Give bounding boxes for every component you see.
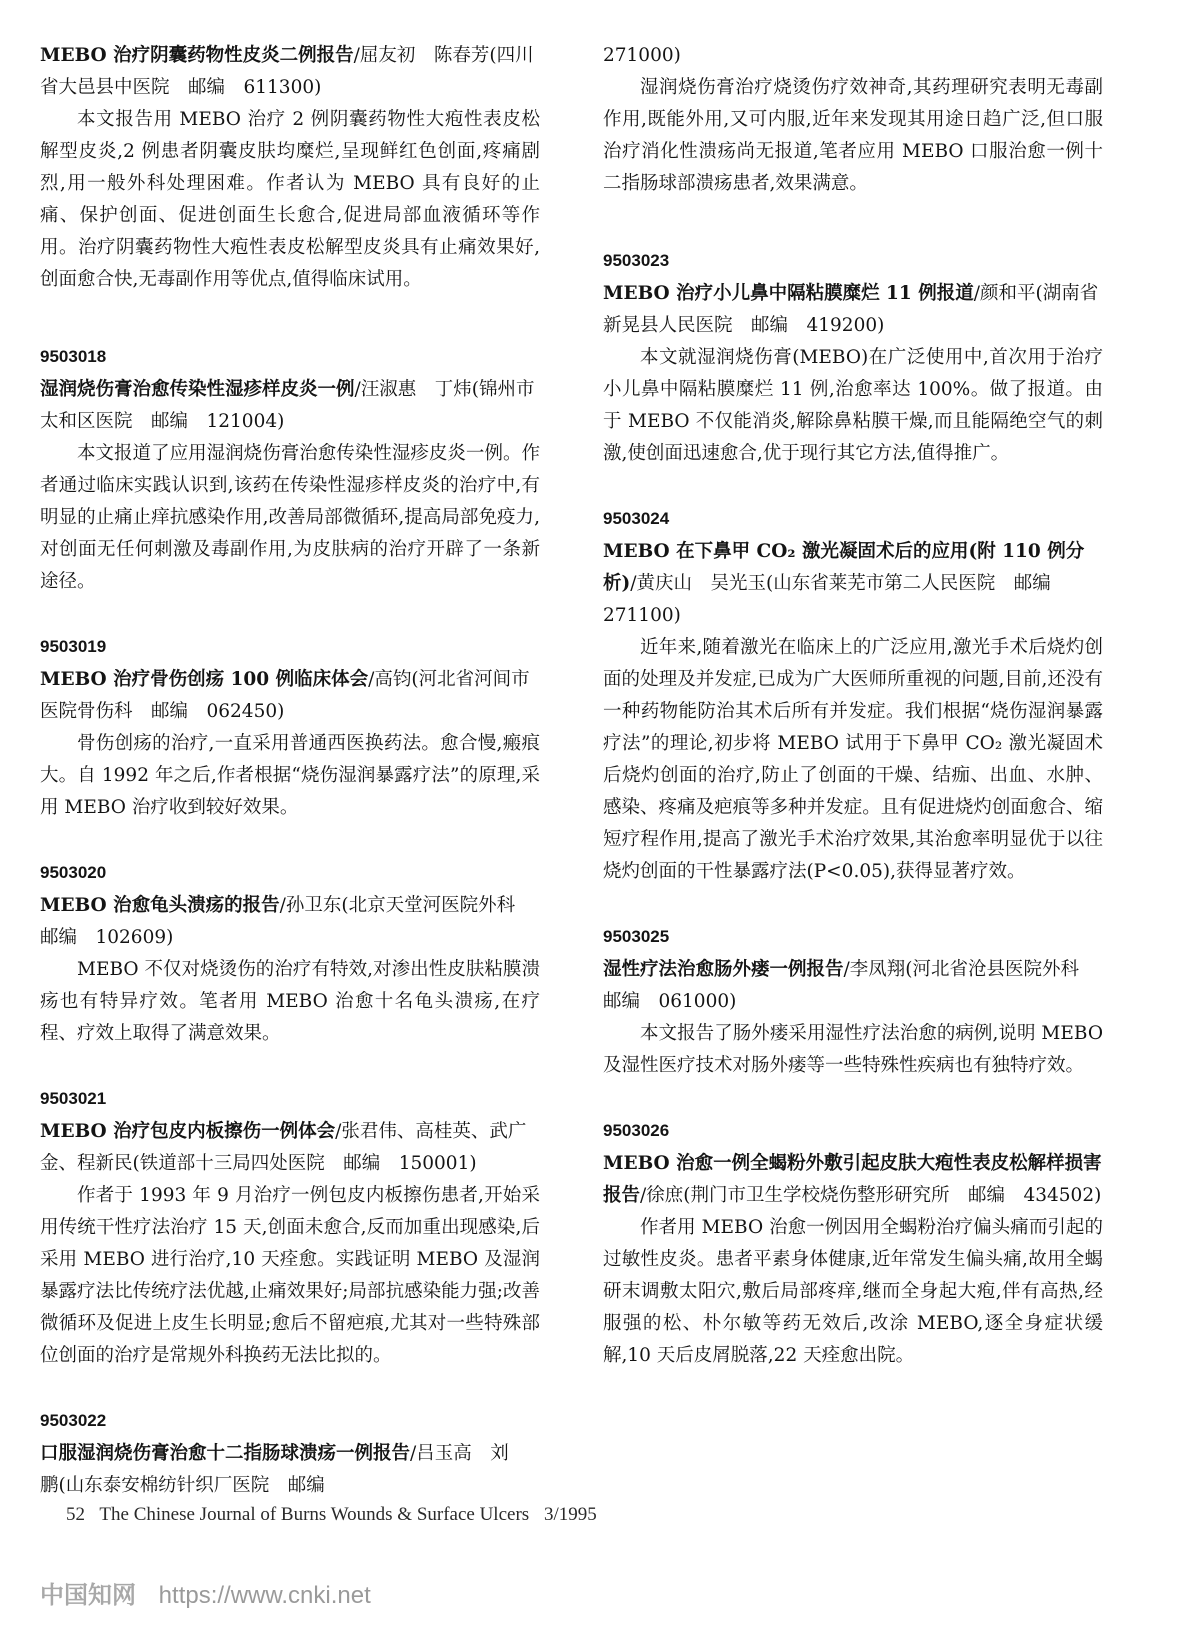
- page-footer: [66, 1504, 607, 1526]
- abstract-entry: [40, 1410, 540, 1502]
- entry-title: MEBO 治疗小儿鼻中隔粘膜糜烂 11 例报道: [603, 283, 974, 304]
- entry-heading: [603, 536, 1103, 632]
- entry-title: MEBO 治疗包皮内板擦伤一例体会: [40, 1121, 336, 1142]
- abstract-entry: [40, 1088, 540, 1372]
- entry-abstract: 本文报告用 MEBO 治疗 2 例阴囊药物性大疱性表皮松解型皮炎,2 例患者阴囊皮肤均糜烂,呈现鲜红色创面,疼痛剧烈,用一般外科处理困难。作者认为 MEBO 具有良好的止痛、保护创面、促进创面生长愈合,促进局部血液循环等作用。治疗阴囊药物性大疱性表皮松解型皮炎具有止痛效果好,创面愈合快,无毒副作用等优点,值得临床试用。: [40, 109, 540, 290]
- entry-id: 9503024: [603, 509, 670, 528]
- entry-authors: /孙卫东(北京天堂河医院外科 邮编 102609): [40, 895, 534, 948]
- entry-abstract: MEBO 不仅对烧烫伤的治疗有特效,对渗出性皮肤粘膜溃疡也有特异疗效。笔者用 MEBO 治愈十名龟头溃疡,在疗程、疗效上取得了满意效果。: [40, 959, 540, 1044]
- entry-authors: /颜和平(湖南省新晃县人民医院 邮编 419200): [603, 283, 1099, 336]
- entry-id: 9503025: [603, 927, 670, 946]
- entry-title: MEBO 在下鼻甲 CO₂ 激光凝固术后的应用(附 110 例分析): [603, 541, 1085, 594]
- entry-abstract: 骨伤创疡的治疗,一直采用普通西医换药法。愈合慢,瘢痕大。自 1992 年之后,作者根据“烧伤湿润暴露疗法”的原理,采用 MEBO 治疗收到较好效果。: [40, 733, 540, 818]
- journal-name: The Chinese Journal of Burns Wounds & Surface Ulcers: [99, 1504, 530, 1525]
- right-column: [603, 40, 1103, 1410]
- abstract-entry: [603, 250, 1103, 470]
- entry-abstract: 本文报道了应用湿润烧伤膏治愈传染性湿疹皮炎一例。作者通过临床实践认识到,该药在传染性湿疹样皮炎的治疗中,有明显的止痛止痒抗感染作用,改善局部微循环,提高局部免疫力,对创面无任何刺激及毒副作用,为皮肤病的治疗开辟了一条新途径。: [40, 443, 540, 592]
- entry-authors: /李凤翔(河北省沧县医院外科 邮编 061000): [603, 959, 1098, 1012]
- entry-heading: [40, 1116, 540, 1180]
- entry-abstract: 作者用 MEBO 治愈一例因用全蝎粉治疗偏头痛而引起的过敏性皮炎。患者平素身体健康,近年常发生偏头痛,故用全蝎研末调敷太阳穴,敷后局部疼痒,继而全身起大疱,伴有高热,经服强的松、朴尔敏等药无效后,改涂 MEBO,逐全身症状缓解,10 天后皮屑脱落,22 天痊愈出院。: [603, 1217, 1103, 1366]
- entry-abstract: 本文就湿润烧伤膏(MEBO)在广泛使用中,首次用于治疗小儿鼻中隔粘膜糜烂 11 例,治愈率达 100%。做了报道。由于 MEBO 不仅能消炎,解除鼻粘膜干燥,而且能隔绝空气的刺激,使创面迅速愈合,优于现行其它方法,值得推广。: [603, 347, 1103, 464]
- entry-authors: /吕玉高 刘 鹏(山东泰安棉纺针织厂医院 邮编: [40, 1443, 528, 1496]
- entry-id: 9503022: [40, 1411, 107, 1430]
- abstract-entry: [603, 926, 1103, 1082]
- entry-id: 9503021: [40, 1089, 107, 1108]
- entry-heading: [40, 1438, 540, 1502]
- entry-authors: /徐庶(荆门市卫生学校烧伤整形研究所 邮编 434502): [640, 1185, 1102, 1206]
- entry-title: MEBO 治愈龟头溃疡的报告: [40, 895, 280, 916]
- entry-authors: /高钧(河北省河间市医院骨伤科 邮编 062450): [40, 669, 530, 722]
- abstract-entry: [603, 1120, 1103, 1372]
- cnki-watermark: [40, 1575, 371, 1610]
- cnki-logo: 中国知网: [40, 1582, 136, 1609]
- abstract-entry: [603, 40, 1103, 200]
- entry-id: 9503023: [603, 251, 670, 270]
- entry-title: 湿润烧伤膏治愈传染性湿疹样皮炎一例: [40, 379, 355, 400]
- entry-heading: [603, 1148, 1103, 1212]
- left-column: [40, 40, 540, 1540]
- cnki-url: https://www.cnki.net: [158, 1582, 371, 1609]
- abstract-entry: [40, 40, 540, 296]
- entry-heading: [40, 664, 540, 728]
- entry-title: MEBO 治愈一例全蝎粉外敷引起皮肤大疱性表皮松解样损害报告: [603, 1153, 1102, 1206]
- entry-authors: /汪淑惠 丁炜(锦州市太和区医院 邮编 121004): [40, 379, 535, 432]
- entry-abstract: 本文报告了肠外瘘采用湿性疗法治愈的病例,说明 MEBO 及湿性医疗技术对肠外瘘等一些特殊性疾病也有独特疗效。: [603, 1023, 1103, 1076]
- abstract-entry: [40, 862, 540, 1050]
- entry-abstract: 近年来,随着激光在临床上的广泛应用,激光手术后烧灼创面的处理及并发症,已成为广大医师所重视的问题,目前,还没有一种药物能防治其术后所有并发症。我们根据“烧伤湿润暴露疗法”的理论,初步将 MEBO 试用于下鼻甲 CO₂ 激光凝固术后烧灼创面的治疗,防止了创面的干燥、结痂、出血、水肿、感染、疼痛及疤痕等多种并发症。且有促进烧灼创面愈合、缩短疗程作用,提高了激光手术治疗效果,其治愈率明显优于以往烧灼创面的干性暴露疗法(P<0.05),获得显著疗效。: [603, 637, 1103, 882]
- entry-authors: /张君伟、高桂英、武广金、程新民(铁道部十三局四处医院 邮编 150001): [40, 1121, 527, 1174]
- entry-title: MEBO 治疗阴囊药物性皮炎二例报告: [40, 45, 354, 66]
- entry-authors: 271000): [603, 45, 681, 66]
- entry-title: 湿性疗法治愈肠外瘘一例报告: [603, 959, 844, 980]
- entry-abstract: 作者于 1993 年 9 月治疗一例包皮内板擦伤患者,开始采用传统干性疗法治疗 15 天,创面未愈合,反而加重出现感染,后采用 MEBO 进行治疗,10 天痊愈。实践证明 MEBO 及湿润暴露疗法比传统疗法优越,止痛效果好;局部抗感染能力强;改善微循环及促进上皮生长明显;愈后不留疤痕,尤其对一些特殊部位创面的治疗是常规外科换药无法比拟的。: [40, 1185, 540, 1366]
- entry-title: 口服湿润烧伤膏治愈十二指肠球溃疡一例报告: [40, 1443, 411, 1464]
- entry-heading: [40, 374, 540, 438]
- entry-id: 9503026: [603, 1121, 670, 1140]
- abstract-entry: [40, 346, 540, 598]
- entry-heading: [40, 40, 540, 104]
- abstract-entry: [40, 636, 540, 824]
- entry-id: 9503020: [40, 863, 107, 882]
- entry-heading: [603, 40, 1103, 72]
- entry-heading: [40, 890, 540, 954]
- entry-id: 9503018: [40, 347, 107, 366]
- entry-authors: /屈友初 陈春芳(四川省大邑县中医院 邮编 611300): [40, 45, 534, 98]
- entry-title: MEBO 治疗骨伤创疡 100 例临床体会: [40, 669, 369, 690]
- entry-authors: /黄庆山 吴光玉(山东省莱芜市第二人民医院 邮编 271100): [603, 573, 1070, 626]
- entry-heading: [603, 954, 1103, 1018]
- issue-number: 3/1995: [543, 1504, 597, 1525]
- entry-abstract: 湿润烧伤膏治疗烧烫伤疗效神奇,其药理研究表明无毒副作用,既能外用,又可内服,近年来发现其用途日趋广泛,但口服治疗消化性溃疡尚无报道,笔者应用 MEBO 口服治愈一例十二指肠球部溃疡患者,效果满意。: [603, 77, 1103, 194]
- page-number: 52: [66, 1504, 85, 1525]
- entry-heading: [603, 278, 1103, 342]
- abstract-entry: [603, 508, 1103, 888]
- entry-id: 9503019: [40, 637, 107, 656]
